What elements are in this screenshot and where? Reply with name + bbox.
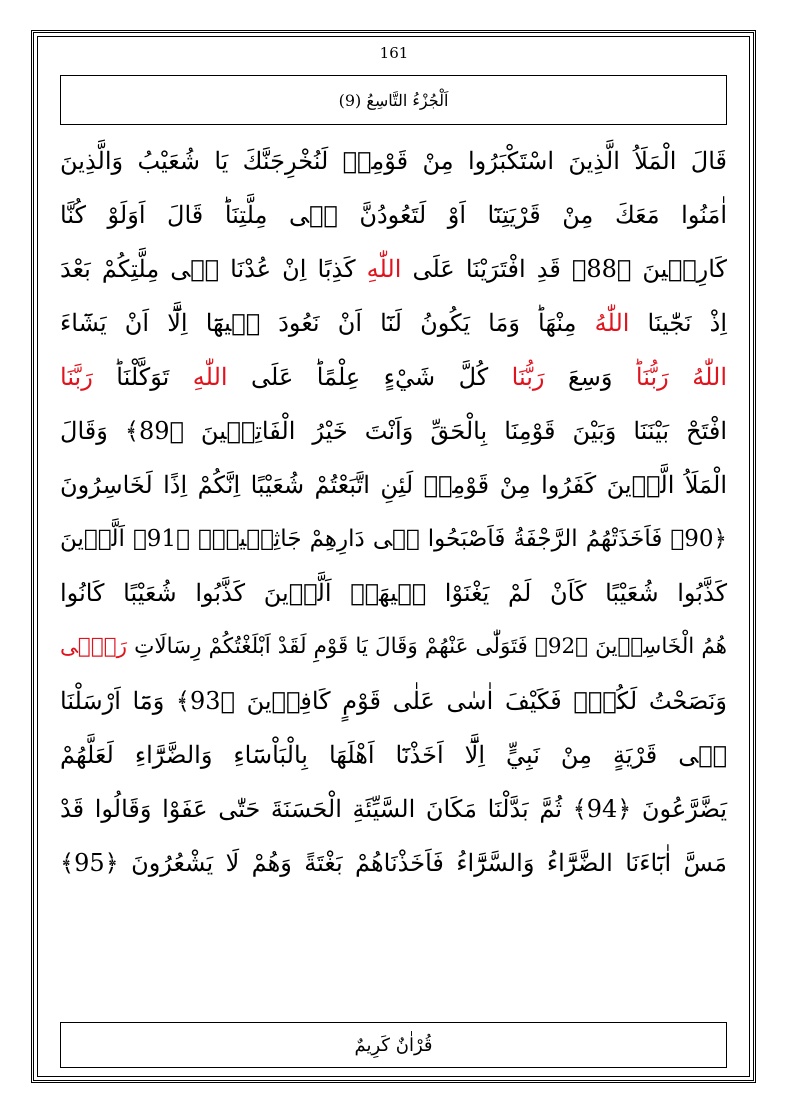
- verse-text: كَارِهٖينَ ﴿88﴾ قَدِ افْتَرَيْنَا عَلَى: [401, 255, 727, 283]
- page-number: 161: [379, 44, 409, 62]
- verse-text: يَضَّرَّعُونَ ﴿94﴾ ثُمَّ بَدَّلْنَا مَكَانَ السَّيِّئَةِ الْحَسَنَةَ حَتّٰى عَفَوْا وَقَالُوا قَدْ: [60, 795, 727, 823]
- verse-text: كَذَّبُوا شُعَيْبًا كَاَنْ لَمْ يَغْنَوْا فٖيهَاۚ اَلَّذٖينَ كَذَّبُوا شُعَيْبًا كَانُوا: [60, 579, 728, 607]
- verse-text: الْمَلَاُ الَّذٖينَ كَفَرُوا مِنْ قَوْمِهٖ لَئِنِ اتَّبَعْتُمْ شُعَيْبًا اِنَّكُمْ اِذًا لَخَاسِرُونَ: [60, 471, 727, 499]
- divine-name-text: اللّٰهُ: [594, 309, 630, 337]
- text-line: [60, 728, 727, 782]
- verse-text: اٰمَنُوا مَعَكَ مِنْ قَرْيَتِنَٓا اَوْ لَتَعُودُنَّ فٖى مِلَّتِنَاؕ قَالَ اَوَلَوْ كُنَّا: [60, 201, 727, 229]
- verse-text: هُمُ الْخَاسِرٖينَ ﴿92﴾ فَتَوَلّٰى عَنْهُمْ وَقَالَ يَا قَوْمِ لَقَدْ اَبْلَغْتُكُمْ رِسَالَاتِ: [127, 634, 727, 659]
- footer-title: قُرْاٰنٌ كَرِيمٌ: [354, 1034, 433, 1056]
- verse-text: مَسَّ اٰبَٓاءَنَا الضَّرَّٓاءُ وَالسَّرَّٓاءُ فَاَخَذْنَاهُمْ بَغْتَةً وَهُمْ لَا يَشْعُرُونَ ﴿95﴾: [60, 849, 727, 877]
- text-line: [60, 566, 727, 620]
- text-line: [60, 404, 727, 458]
- text-line: [60, 350, 727, 404]
- divine-name-text: رَبُّنَا: [511, 363, 545, 391]
- footer-box: [60, 1022, 727, 1068]
- verse-text: تَوَكَّلْنَاؕ: [92, 363, 193, 391]
- text-line: [60, 512, 727, 566]
- text-line: [60, 620, 727, 674]
- verse-text: قَالَ الْمَلَاُ الَّذِينَ اسْتَكْبَرُوا مِنْ قَوْمِهٖ لَنُخْرِجَنَّكَ يَا شُعَيْبُ وَالَّذِينَ: [60, 147, 727, 175]
- text-line: [60, 296, 727, 350]
- divine-name-text: اللّٰهُ رَبُّنَاؕ: [635, 363, 727, 391]
- quran-text-block: [60, 134, 727, 1014]
- verse-text: افْتَحْ بَيْنَنَا وَبَيْنَ قَوْمِنَا بِالْحَقِّ وَاَنْتَ خَيْرُ الْفَاتِحٖينَ ﴿89﴾ وَقَالَ: [60, 417, 728, 445]
- verse-text: كُلَّ شَيْءٍ عِلْمًاؕ عَلَى: [227, 363, 512, 391]
- text-line: [60, 674, 727, 728]
- divine-name-text: رَبَّنَا: [60, 363, 93, 391]
- divine-name-text: رَبّٖى: [60, 634, 128, 659]
- verse-text: كَذِبًا اِنْ عُدْنَا فٖى مِلَّتِكُمْ بَعْدَ: [60, 255, 367, 283]
- verse-text: فٖى قَرْيَةٍ مِنْ نَبِيٍّ اِلَّٓا اَخَذْنَٓا اَهْلَهَا بِالْبَاْسَٓاءِ وَالضَّرَّٓاءِ لَعَلَّهُمْ: [60, 741, 727, 769]
- verse-text: مِنْهَاؕ وَمَا يَكُونُ لَنَٓا اَنْ نَعُودَ فٖيهَٓا اِلَّٓا اَنْ يَشَٓاءَ: [60, 309, 595, 337]
- text-line: [60, 782, 727, 836]
- verse-text: اِذْ نَجّٰينَا: [629, 309, 727, 337]
- divine-name-text: اللّٰهِ: [192, 363, 228, 391]
- verse-text: وَنَصَحْتُ لَكُمْۚ فَكَيْفَ اٰسٰى عَلٰى قَوْمٍ كَافِرٖينَ ﴿93﴾ وَمَٓا اَرْسَلْنَا: [60, 687, 727, 715]
- verse-text: وَسِعَ: [544, 363, 636, 391]
- juz-header-box: [60, 75, 727, 125]
- text-line: [60, 836, 727, 890]
- text-line: [60, 188, 727, 242]
- verse-text: ﴿90﴾ فَاَخَذَتْهُمُ الرَّجْفَةُ فَاَصْبَحُوا فٖى دَارِهِمْ جَاثِمٖينَۚ ﴿91﴾ اَلَّذٖينَ: [60, 526, 727, 552]
- text-line: [60, 458, 727, 512]
- text-line: [60, 242, 727, 296]
- text-line: [60, 134, 727, 188]
- divine-name-text: اللّٰهِ: [366, 255, 402, 283]
- juz-header-title: اَلْجُزْءُ التَّاسِعُ (9): [338, 90, 449, 110]
